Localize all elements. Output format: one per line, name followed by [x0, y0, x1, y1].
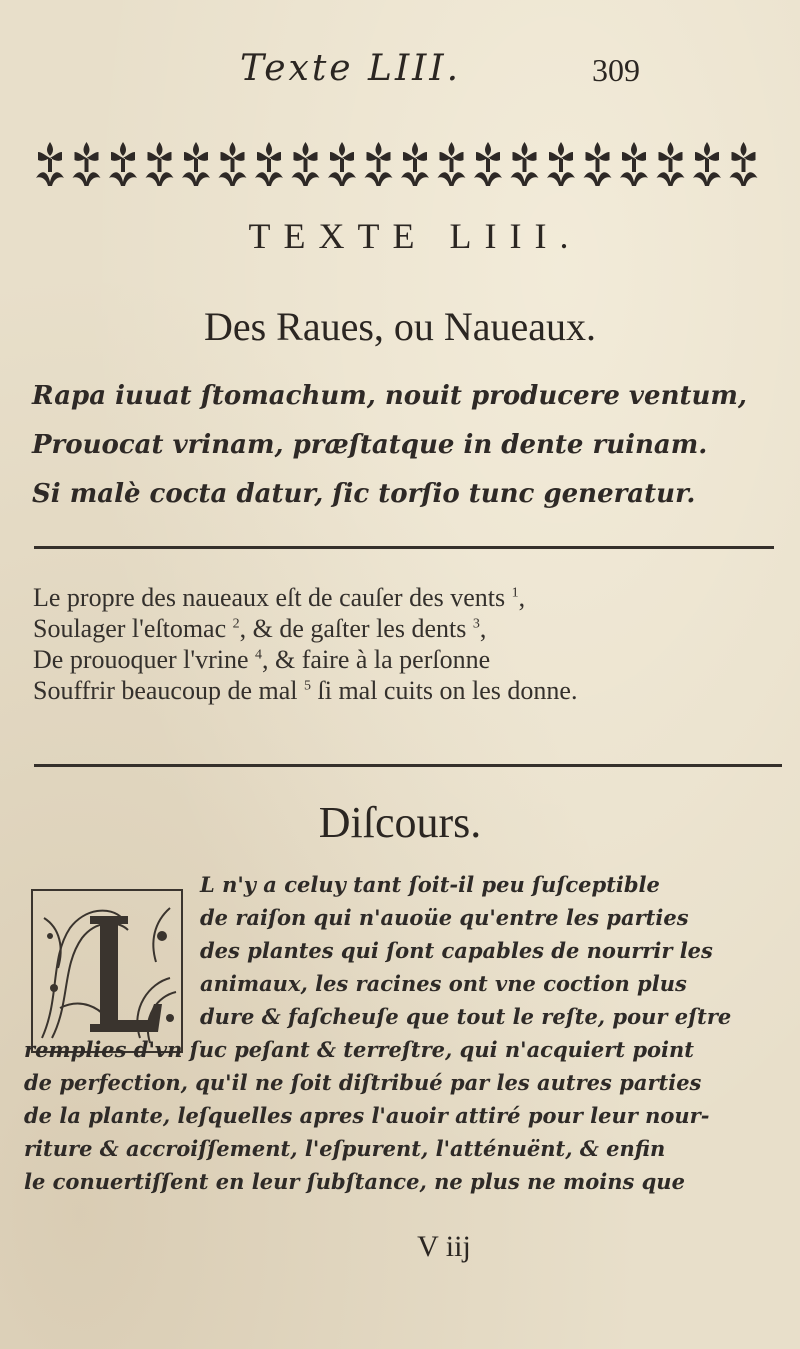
fleuron-icon [438, 142, 466, 186]
footnote-marker: 3 [472, 616, 480, 632]
verse-text: , & faire à la perſonne [262, 645, 491, 674]
footnote-marker: 2 [232, 616, 240, 632]
verse-text: Soulager l'eſtomac [33, 614, 227, 643]
footnote-marker: 4 [255, 647, 263, 663]
discourse-line: de la plante, leſquelles apres l'auoir attiré pour leur nour- [24, 1103, 710, 1128]
discourse-line: animaux, les racines ont vne coction plus [200, 971, 687, 996]
fleuron-icon [584, 142, 612, 186]
discourse-line: de perfection, qu'il ne ſoit diſtribué par les autres parties [24, 1070, 702, 1095]
verse-text: De prouoquer l'vrine [33, 645, 249, 674]
verse-text: , [518, 583, 526, 612]
fleuron-icon [36, 142, 64, 186]
fleuron-icon [255, 142, 283, 186]
fleuron-icon [73, 142, 101, 186]
section-title: TEXTE LIII. [248, 216, 582, 256]
section-subtitle: Des Raues, ou Naueaux. [203, 304, 597, 349]
drop-cap-continuation: L n'y a celuy tant ſoit-il peu ſuſceptible [200, 872, 660, 897]
french-verse-line [33, 613, 793, 644]
fleuron-icon [511, 142, 539, 186]
verse-text: , & de gaſter les dents [239, 614, 467, 643]
french-verse-line [33, 644, 793, 675]
fleuron-icon [657, 142, 685, 186]
discourse-line: riture & accroiſſement, l'eſpurent, l'atténuënt, & enfin [24, 1136, 666, 1161]
fleuron-icon [693, 142, 721, 186]
verse-text: , [479, 614, 487, 643]
fleuron-icon [146, 142, 174, 186]
horizontal-rule [34, 546, 774, 549]
footnote-marker: 1 [511, 585, 519, 601]
fleuron-icon [401, 142, 429, 186]
signature-mark: V iij [417, 1230, 471, 1263]
fleuron-icon [547, 142, 575, 186]
fleuron-icon [365, 142, 393, 186]
discourse-line: dure & faſcheuſe que tout le reſte, pour eſtre [200, 1004, 732, 1029]
french-verse [33, 582, 793, 706]
french-verse-line [33, 582, 793, 613]
horizontal-rule [34, 764, 782, 767]
verse-text: Souffrir beaucoup de mal [33, 676, 298, 705]
fleuron-icon [474, 142, 502, 186]
fleuron-icon [109, 142, 137, 186]
running-head [0, 48, 800, 98]
french-verse-line [33, 675, 793, 706]
latin-verse-line: Prouocat vrinam, præſtatque in dente ruinam. [32, 430, 708, 460]
running-title: Texte LIII. [240, 48, 462, 89]
fleuron-icon [328, 142, 356, 186]
discourse-line: le conuertiſſent en leur ſubſtance, ne plus ne moins que [24, 1169, 685, 1194]
fleuron-icon [219, 142, 247, 186]
page-number: 309 [592, 52, 640, 88]
footnote-marker: 5 [304, 678, 311, 694]
discourse-line: remplies d'vn ſuc peſant & terreſtre, qui n'acquiert point [24, 1037, 694, 1062]
discourse-line [0, 868, 800, 901]
verse-text: Le propre des naueaux eſt de cauſer des vents [33, 583, 506, 612]
fleuron-icon [182, 142, 210, 186]
fleuron-ornament-band [30, 138, 770, 190]
latin-verse [32, 372, 792, 519]
fleuron-icon [292, 142, 320, 186]
fleuron-icon [730, 142, 758, 186]
latin-verse-line: Si malè cocta datur, ſic torſio tunc generatur. [32, 479, 696, 509]
discourse-line: de raiſon qui n'auoüe qu'entre les parties [200, 905, 689, 930]
discourse-body [0, 860, 800, 1198]
latin-verse-line: Rapa iuuat ſtomachum, nouit producere ventum, [32, 381, 747, 411]
fleuron-icon [620, 142, 648, 186]
verse-text: ſi mal cuits on les donne. [311, 676, 578, 705]
discourse-line: des plantes qui ſont capables de nourrir les [200, 938, 713, 963]
discourse-heading: Diſcours. [318, 798, 482, 847]
